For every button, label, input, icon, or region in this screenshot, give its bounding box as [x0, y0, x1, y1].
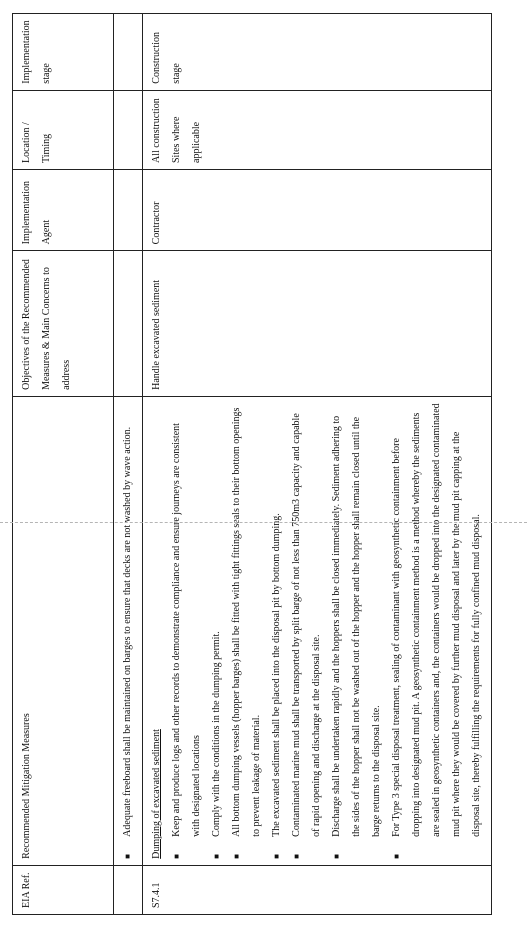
header-row	[13, 14, 114, 915]
row1-ref	[114, 865, 143, 914]
row1-measures	[114, 396, 143, 865]
mitigation-table	[12, 13, 492, 915]
bullet-icon: ■	[172, 853, 181, 859]
measure-split-barge: Contaminated marine mud shall be transported by split barge of not less than 750m3 capacity and capable of rapid opening and discharge at the disposal site.	[291, 413, 322, 837]
list-item	[327, 403, 387, 859]
bullet-icon: ■	[332, 853, 341, 859]
header-stage: Implementation stage	[13, 14, 114, 91]
header-location: Location / Timing	[13, 90, 114, 169]
table-row	[114, 14, 143, 915]
row1-stage	[114, 14, 143, 91]
measure-logs: Keep and produce logs and other records to demonstrate compliance and ensure journeys are consistent with designated locations	[171, 423, 202, 837]
section-heading: Dumping of excavated sediment	[151, 729, 162, 859]
bullet-icon: ■	[272, 853, 281, 859]
measure-seals: All bottom dumping vessels (hopper barges) shall be fitted with tight fittings seals to their bottom openings to prevent leakage of material.	[231, 407, 262, 837]
measure-type3-disposal: For Type 3 special disposal treatment, sealing of contaminant with geosynthetic containment before dropping into designated mud pit. A geosynthetic containment method is a method whereby the sediments are sealed in geosynthetic containers and, the containers would be dropped into the designated contaminated mud pit where they would be covered by further mud disposal and later by the mud pit capping at the disposal site, thereby fulfilling the requirements for fully confined mud disposal.	[391, 403, 482, 837]
page-fold-line	[0, 522, 527, 523]
row2-location: All construction Sites where applicable	[143, 90, 492, 169]
measure-bottom-dumping: The excavated sediment shall be placed into the disposal pit by bottom dumping.	[271, 513, 282, 837]
header-ref: EIA Ref.	[13, 865, 114, 914]
list-item	[267, 403, 287, 859]
header-objectives: Objectives of the Recommended Measures & Main Concerns to address	[13, 251, 114, 397]
row2-objectives: Handle excavated sediment	[143, 251, 492, 397]
row2-ref: S7.4.1	[143, 865, 492, 914]
list-item	[118, 403, 138, 859]
header-agent: Implementation Agent	[13, 170, 114, 251]
row2-stage: Construction stage	[143, 14, 492, 91]
bullet-icon: ■	[212, 853, 221, 859]
row2-agent: Contractor	[143, 170, 492, 251]
freeboard-measure: Adequate freeboard shall be maintained on barges to ensure that decks are not washed by wave action.	[122, 426, 133, 837]
list-item	[287, 403, 327, 859]
row1-objectives	[114, 251, 143, 397]
list-item	[167, 403, 207, 859]
list-item	[227, 403, 267, 859]
measure-discharge: Discharge shall be undertaken rapidly and the hoppers shall be closed immediately. Sediment adhering to the sides of the hopper shall not be washed out of the hopper and the hopper shall remain closed until the barge returns to the disposal site.	[331, 415, 382, 837]
list-item	[387, 403, 487, 859]
row1-agent	[114, 170, 143, 251]
row1-location	[114, 90, 143, 169]
header-measures: Recommended Mitigation Measures	[13, 396, 114, 865]
bullet-icon: ■	[392, 853, 401, 859]
bullet-icon: ■	[232, 853, 241, 859]
bullet-icon: ■	[292, 853, 301, 859]
measure-permit: Comply with the conditions in the dumping permit.	[211, 631, 222, 837]
list-item	[207, 403, 227, 859]
table-row	[143, 14, 492, 915]
row2-measures	[143, 396, 492, 865]
bullet-icon: ■	[123, 853, 132, 859]
